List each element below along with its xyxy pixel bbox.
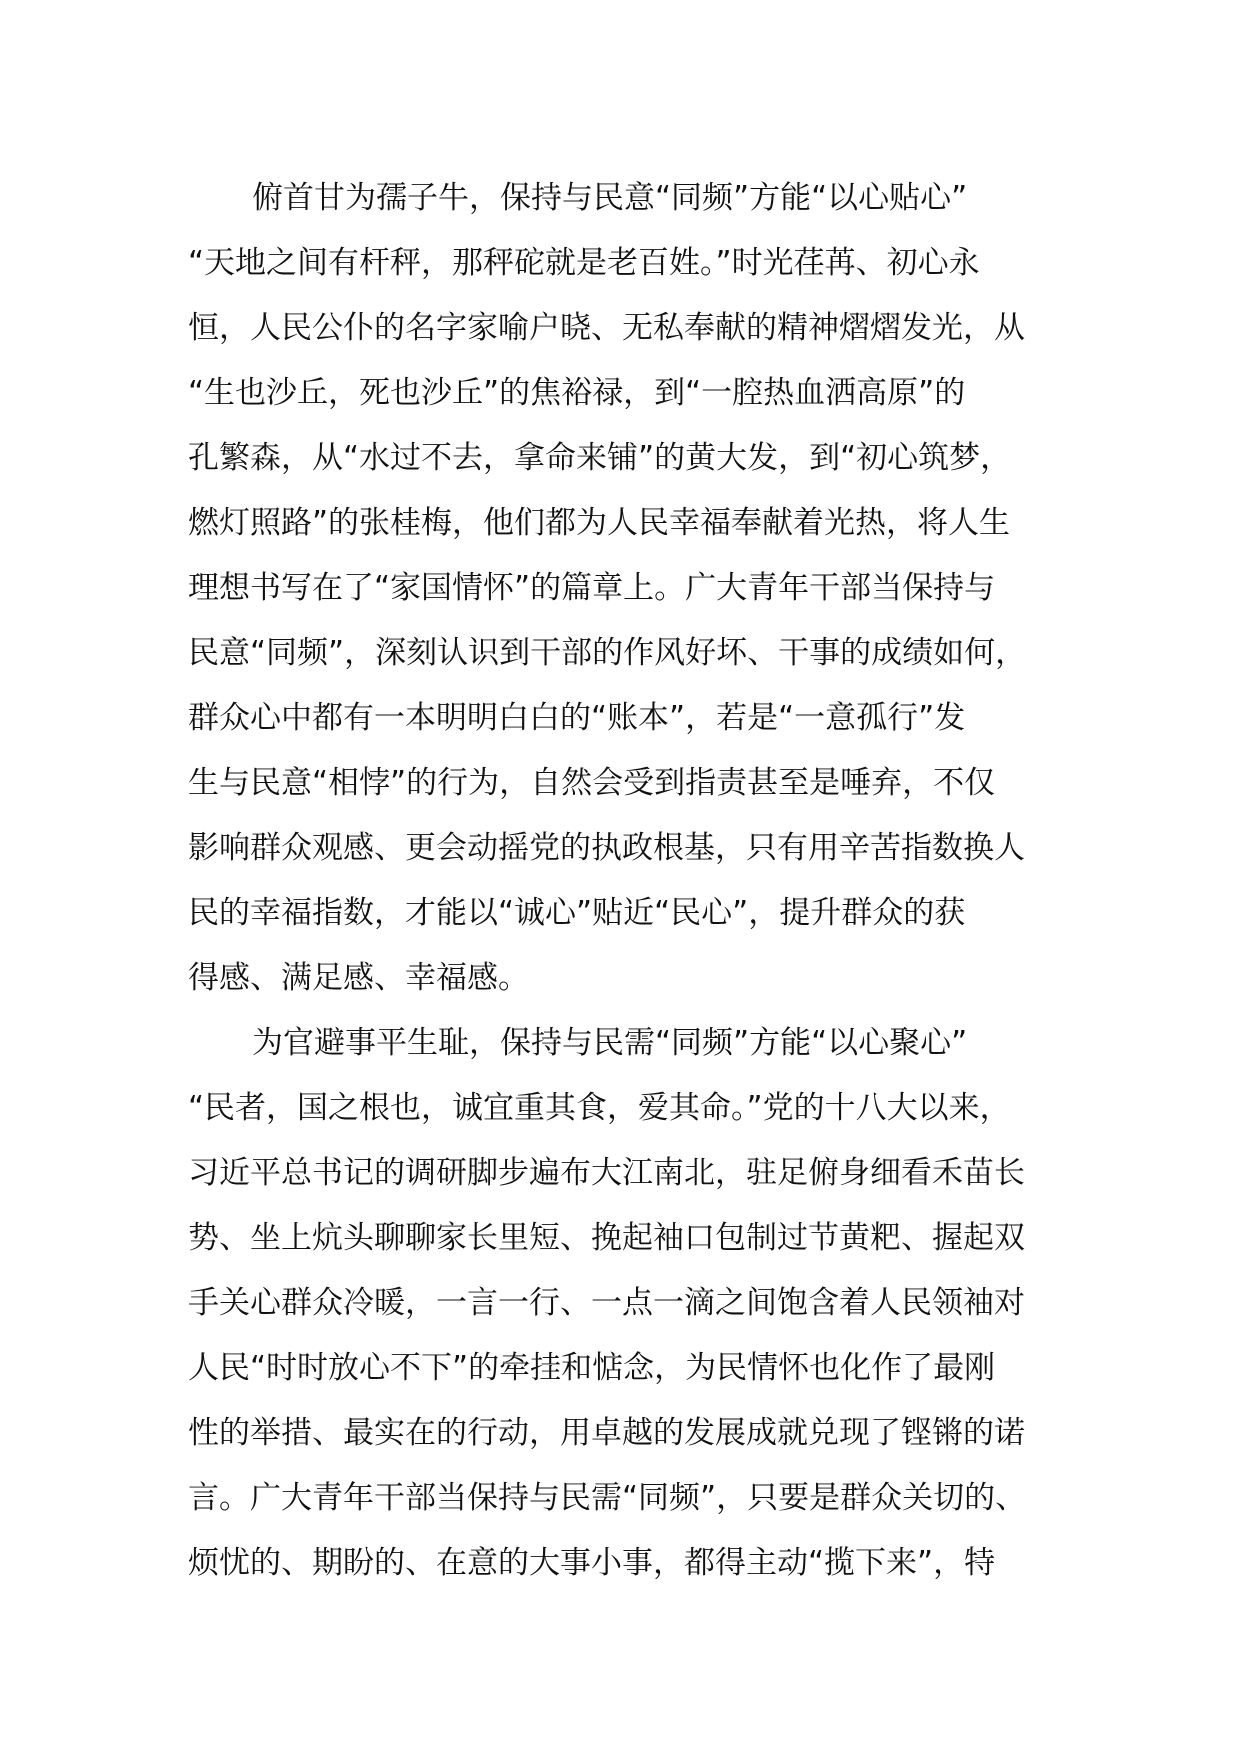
text-line: 言。广大青年干部当保持与民需“同频”，只要是群众关切的、 xyxy=(188,1480,1027,1516)
text-line: 习近平总书记的调研脚步遍布大江南北，驻足俯身细看禾苗长 xyxy=(188,1155,1025,1191)
text-line: 烦忧的、期盼的、在意的大事小事，都得主动“揽下来”，特 xyxy=(188,1545,996,1581)
paragraph-1-heading-line: 俯首甘为孺子牛，保持与民意“同频”方能“以心贴心” xyxy=(252,180,968,216)
paragraph-2 xyxy=(188,1011,1088,1596)
text-line: 影响群众观感、更会动摇党的执政根基，只有用辛苦指数换人 xyxy=(188,830,1025,866)
paragraph-1 xyxy=(188,166,1088,1011)
paragraph-2-heading-line: 为官避事平生耻，保持与民需“同频”方能“以心聚心” xyxy=(252,1025,968,1061)
text-line: 势、坐上炕头聊聊家长里短、挽起袖口包制过节黄粑、握起双 xyxy=(188,1220,1025,1256)
text-line: 手关心群众冷暖，一言一行、一点一滴之间饱含着人民领袖对 xyxy=(188,1285,1025,1321)
body-text xyxy=(188,166,1088,1596)
text-line: 民的幸福指数，才能以“诚心”贴近“民心”，提升群众的获 xyxy=(188,895,966,931)
text-line: “民者，国之根也，诚宜重其食，爱其命。”党的十八大以来， xyxy=(188,1090,1011,1126)
text-line: 生与民意“相悖”的行为，自然会受到指责甚至是唾弃，不仅 xyxy=(188,765,996,801)
text-line: 性的举措、最实在的行动，用卓越的发展成就兑现了铿锵的诺 xyxy=(188,1415,1025,1451)
text-line: “天地之间有杆秤，那秤砣就是老百姓。”时光荏苒、初心永 xyxy=(188,245,980,281)
text-line: 恒，人民公仆的名字家喻户晓、无私奉献的精神熠熠发光，从 xyxy=(188,310,1025,346)
text-line: 人民“时时放心不下”的牵挂和惦念，为民情怀也化作了最刚 xyxy=(188,1350,996,1386)
text-line: 理想书写在了“家国情怀”的篇章上。广大青年干部当保持与 xyxy=(188,570,996,606)
text-line: 孔繁森，从“水过不去，拿命来铺”的黄大发，到“初心筑梦， xyxy=(188,440,1012,476)
text-line: 燃灯照路”的张桂梅，他们都为人民幸福奉献着光热，将人生 xyxy=(188,505,1011,541)
text-line: 民意“同频”，深刻认识到干部的作风好坏、干事的成绩如何， xyxy=(188,635,1027,671)
text-line: “生也沙丘，死也沙丘”的焦裕禄，到“一腔热血洒高原”的 xyxy=(188,375,966,411)
text-line: 群众心中都有一本明明白白的“账本”，若是“一意孤行”发 xyxy=(188,700,966,736)
text-line: 得感、满足感、幸福感。 xyxy=(188,960,529,996)
